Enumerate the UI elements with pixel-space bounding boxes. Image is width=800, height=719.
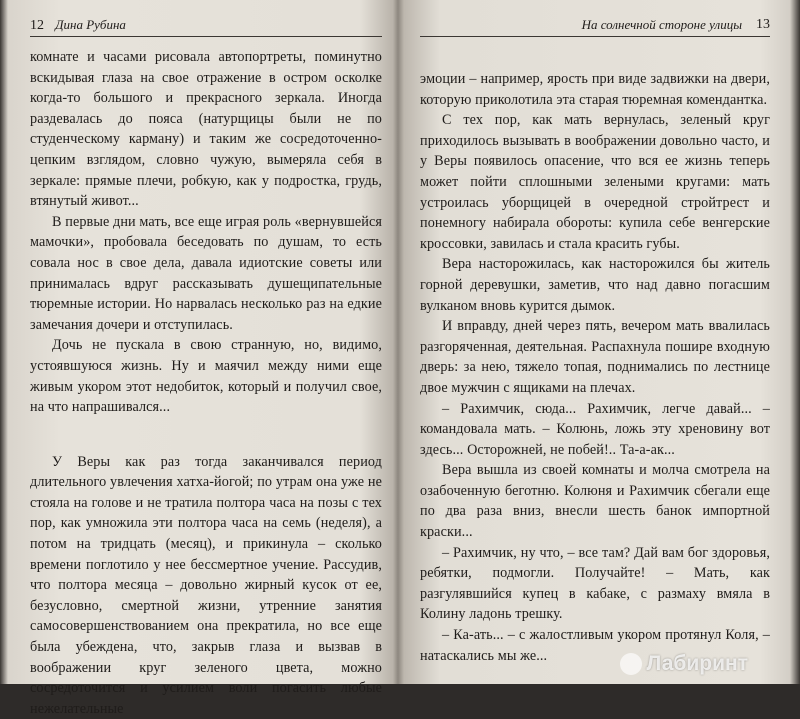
paragraph: В первые дни мать, все еще играя роль «вернувшейся мамочки», пробовала беседовать по душам, то есть совала нос в свое дела, давала идиотские советы или принималась вдруг рассказывать душещипательные тюремные истории. Но нарвалась несколько раз на едкие замечания дочери и отступилась. bbox=[30, 213, 382, 333]
left-header-title: Дина Рубина bbox=[55, 16, 126, 32]
right-page-number: 13 bbox=[756, 17, 770, 32]
left-running-head bbox=[30, 14, 382, 37]
paragraph: С тех пор, как мать вернулась, зеленый круг приходилось вызывать в воображении довольно часто, и у Веры появилось опасение, что вся ее жизнь теперь может пойти сплошными зелеными кругами: мать устроилась уборщицей в очередной стройтрест и понемногу набирала обороты: купила себе венгерские кроссовки, завилась и стала красить губы. bbox=[420, 112, 770, 252]
paragraph: – Ка-ать... – с жалостливым укором протянул Коля, – натаскались мы же... bbox=[420, 627, 770, 664]
left-page-number: 12 bbox=[30, 17, 44, 33]
paragraph: эмоции – например, ярость при виде задвижки на двери, которую приколотила эта старая тюремная комендантка. bbox=[420, 71, 770, 108]
watermark bbox=[620, 652, 748, 676]
paragraph: И вправду, дней через пять, вечером мать ввалилась разгоряченная, деятельная. Распахнула пошире входную дверь: за нею, тяжело топая, поднимались по лестнице двое мужчин с ящиками на плечах. bbox=[420, 318, 770, 396]
paragraph: Вера вышла из своей комнаты и молча смотрела на озабоченную беготню. Колюня и Рахимчик сбегали еще по два раза вниз, внесли шесть банок импортной краски... bbox=[420, 462, 770, 541]
right-header-title: На солнечной стороне улицы bbox=[581, 17, 742, 32]
section-break bbox=[30, 418, 382, 452]
left-page bbox=[30, 14, 382, 719]
paragraph: Дочь не пускала в свою странную, но, видимо, устоявшуюся жизнь. Ну и маячил между ними еще живым укором этот недобиток, который и получил свое, на что напрашивался... bbox=[30, 337, 382, 416]
paragraph: комнате и часами рисовала автопортреты, поминутно вскидывая глаза на свое отражение в остром осколке когда-то большого и прекрасного зеркала. Иногда раздевалась до пояса (натурщицы были не по студенческому карману) и таким же сосредоточенно-цепким взглядом, словно чужую, вымеряла себя в зеркале: прямые плечи, робкую, как у подростка, грудь, втянутый живот... bbox=[30, 49, 382, 210]
right-page bbox=[420, 14, 770, 666]
paragraph: Вера насторожилась, как насторожился бы житель горной деревушки, заметив, что над давно погасшим вулканом вновь курится дымок. bbox=[420, 256, 770, 314]
paragraph: – Рахимчик, ну что, – все там? Дай вам бог здоровья, ребятки, подмогли. Получайте! – Мать, как разгулявшийся купец в кабаке, с размаху вмяла в Колину ладонь трешку. bbox=[420, 544, 770, 623]
paragraph: – Рахимчик, сюда... Рахимчик, легче давай... – командовала мать. – Колюнь, ложь эту хреновину вот здесь... Осторожней, не побей!.. Та-а-ак... bbox=[420, 400, 770, 458]
right-running-head bbox=[420, 14, 770, 37]
right-page-text bbox=[420, 47, 770, 666]
labirint-logo-icon bbox=[620, 653, 642, 675]
left-page-text bbox=[30, 47, 382, 719]
watermark-text: Лабиринт bbox=[646, 652, 748, 675]
left-header-group bbox=[30, 14, 126, 37]
paragraph: У Веры как раз тогда заканчивался период длительного увлечения хатха-йогой; по утрам она уже не стояла на голове и не тратила полтора часа на позы с тех пор, как умножила эти полтора часа на семь (неделя), а потом на тридцать (месяц), и прикинула – сколько времени поглотило у нее бессмертное учение. Рассудив, что полтора месяца – довольно жирный кусок от ее, безусловно, смертной жизни, утренние занятия самосовершенствованием она прекратила, но все еще была убеждена, что, закрыв глаза и вызвав в воображении круг зеленого цвета, можно сосредоточится и усилием воли погасить любые нежелательные bbox=[30, 453, 382, 717]
